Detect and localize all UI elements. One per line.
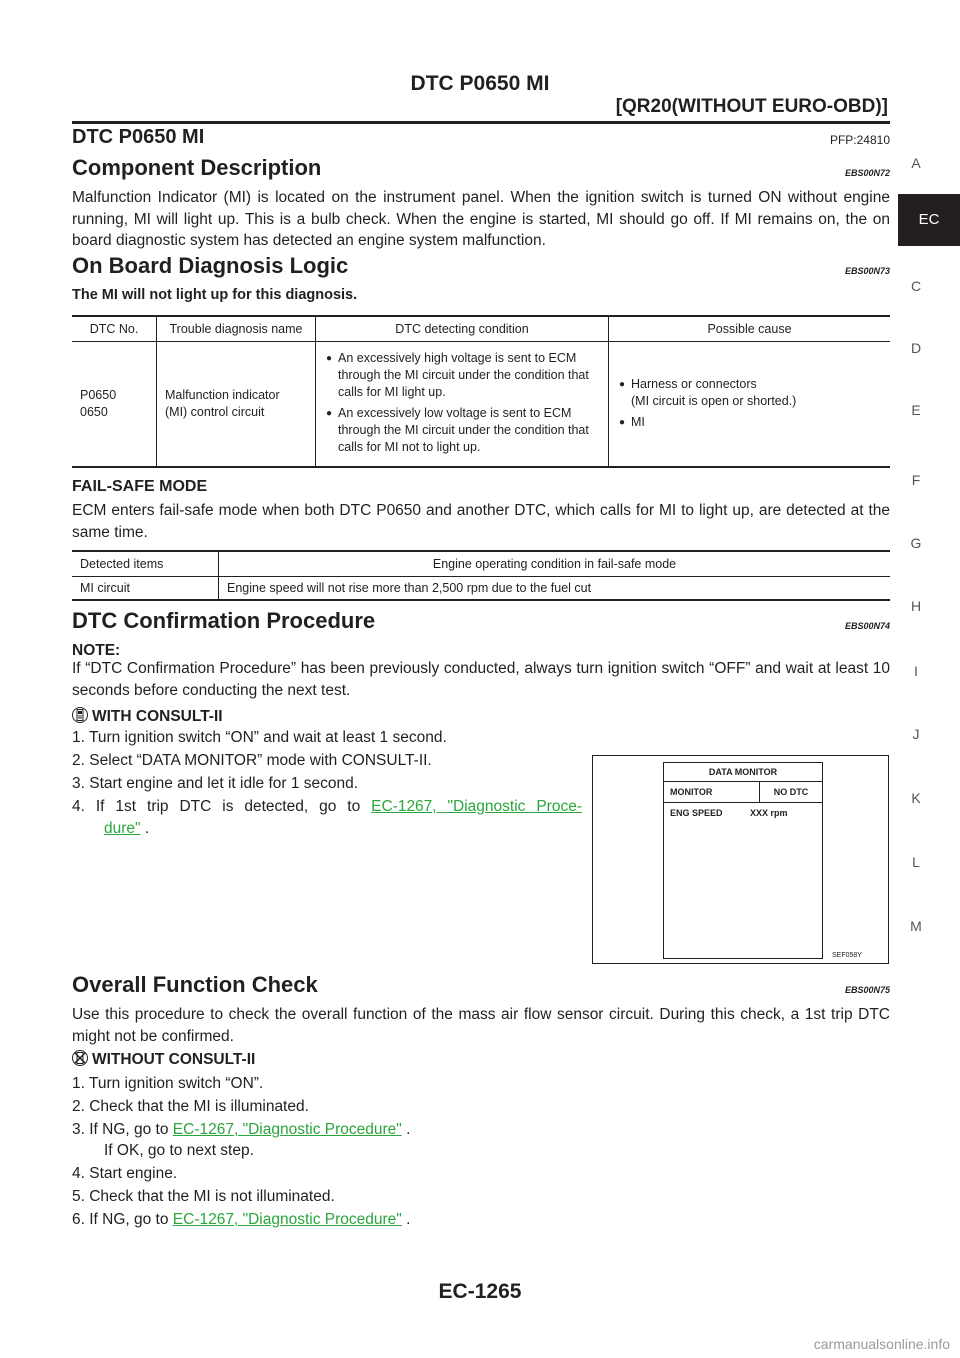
table-header: DTC detecting condition	[316, 316, 609, 342]
step-subtext: If OK, go to next step.	[104, 1142, 254, 1159]
table-row	[72, 342, 890, 468]
data-monitor-title: DATA MONITOR	[664, 763, 822, 782]
no-consult-icon	[72, 1049, 88, 1067]
detected-item-cell: MI circuit	[72, 577, 219, 601]
cause-text: (MI circuit is open or shorted.)	[631, 393, 797, 408]
operating-condition-cell: Engine speed will not rise more than 2,500 rpm due to the fuel cut	[219, 577, 891, 601]
consult-device-icon	[72, 706, 88, 724]
step-item: 3. Start engine and let it idle for 1 second.	[72, 775, 359, 792]
table-header: Detected items	[72, 551, 219, 577]
step-text: .	[401, 1121, 411, 1138]
section-title: DTC P0650 MI	[72, 126, 205, 148]
step-item	[72, 796, 582, 818]
step-item	[72, 1119, 410, 1141]
step-item: 1. Turn ignition switch “ON”.	[72, 1075, 264, 1092]
fail-safe-heading: FAIL-SAFE MODE	[72, 478, 208, 495]
table-header: Trouble diagnosis name	[157, 316, 316, 342]
dtc-confirmation-code: EBS00N74	[844, 621, 890, 631]
sidebar-item[interactable]: G	[910, 535, 922, 551]
sidebar-item[interactable]: J	[912, 726, 920, 742]
component-description-heading: Component Description	[72, 155, 322, 180]
possible-cause-cell	[609, 342, 891, 468]
obd-logic-code: EBS00N73	[844, 266, 890, 276]
step-item: 4. Start engine.	[72, 1165, 178, 1182]
data-monitor-header-row	[664, 782, 822, 803]
step-text: 4. If 1st trip DTC is detected, go to	[72, 798, 372, 815]
step-item: 2. Check that the MI is illuminated.	[72, 1098, 309, 1115]
component-description-text: Malfunction Indicator (MI) is located on the instrument panel. When the ignition switch is turned ON without engine running, MI will light up. This is a bulb check. When the engine is started, MI should go off. If MI remains on, the on board diagnostic system has detected an engine system malfunction.	[72, 189, 890, 249]
step-continuation	[104, 818, 149, 840]
overall-function-heading: Overall Function Check	[72, 972, 318, 997]
table-row	[72, 577, 890, 601]
with-consult-heading	[72, 706, 223, 728]
cause-text: Harness or connectors	[631, 376, 757, 391]
diagnostic-procedure-link[interactable]: EC-1267, "Diagnostic Proce-	[371, 798, 582, 815]
obd-logic-heading: On Board Diagnosis Logic	[72, 253, 349, 278]
overall-function-code: EBS00N75	[844, 985, 890, 995]
step-text: .	[401, 1211, 411, 1228]
data-monitor-row	[664, 803, 822, 823]
part-number: PFP:24810	[829, 133, 890, 147]
sidebar-item[interactable]: F	[911, 472, 921, 488]
sidebar-item[interactable]: A	[911, 155, 921, 171]
table-header: Possible cause	[609, 316, 891, 342]
data-monitor-screen	[663, 762, 823, 959]
note-label: NOTE:	[72, 642, 121, 659]
diagnostic-procedure-link[interactable]: EC-1267, "Diagnostic Procedure"	[172, 1121, 402, 1138]
dtc-number-cell	[72, 342, 157, 468]
diagnostic-procedure-link[interactable]: dure"	[104, 820, 141, 837]
cause-item: ● MI	[619, 414, 880, 431]
page-number: EC-1265	[438, 1280, 522, 1303]
sidebar-item[interactable]: C	[910, 278, 922, 294]
sidebar-item[interactable]: I	[914, 663, 918, 679]
cause-item	[619, 376, 880, 410]
diagnosis-name-cell	[157, 342, 316, 468]
eng-speed-value: XXX rpm	[750, 808, 788, 818]
page-header-title: DTC P0650 MI	[410, 72, 550, 95]
watermark: carmanualsonline.info	[813, 1336, 950, 1352]
fail-safe-text: ECM enters fail-safe mode when both DTC P0650 and another DTC, which calls for MI to light up, are detected at the same time.	[72, 502, 890, 541]
diagnosis-name-line: Malfunction indicator	[165, 388, 280, 402]
fail-safe-table	[72, 550, 890, 601]
sidebar-item[interactable]: H	[910, 598, 922, 614]
eng-speed-label: ENG SPEED	[670, 808, 723, 818]
table-header: DTC No.	[72, 316, 157, 342]
obd-logic-table	[72, 315, 890, 468]
step-item: 2. Select “DATA MONITOR” mode with CONSULT-II.	[72, 752, 432, 769]
detecting-condition-cell	[316, 342, 609, 468]
monitor-column-label: MONITOR	[664, 782, 760, 802]
step-item	[72, 1209, 410, 1231]
condition-item: ● An excessively low voltage is sent to ECM through the MI circuit under the condition that calls for MI not to light up.	[326, 405, 598, 456]
no-dtc-label: NO DTC	[773, 787, 809, 797]
dtc-number: P0650	[80, 388, 117, 402]
header-rule	[72, 121, 890, 124]
dtc-confirmation-heading: DTC Confirmation Procedure	[72, 608, 376, 633]
step-text: .	[140, 820, 150, 837]
overall-function-text: Use this procedure to check the overall function of the mass air flow sensor circuit. During this check, a 1st trip DTC might not be confirmed.	[72, 1006, 890, 1045]
without-consult-title: WITHOUT CONSULT-II	[92, 1051, 256, 1068]
sidebar-item[interactable]: K	[911, 790, 921, 806]
note-text: If “DTC Confirmation Procedure” has been previously conducted, always turn ignition switch “OFF” and wait at least 10 seconds before conducting the next test.	[72, 660, 890, 699]
table-header-row	[72, 316, 890, 342]
sidebar-item[interactable]: D	[910, 340, 922, 356]
component-description-code: EBS00N72	[844, 168, 890, 178]
diagnostic-procedure-link[interactable]: EC-1267, "Diagnostic Procedure"	[172, 1211, 402, 1228]
sidebar-tab-active[interactable]: EC	[898, 194, 960, 246]
obd-logic-note: The MI will not light up for this diagnosis.	[72, 287, 358, 303]
sidebar-item[interactable]: M	[910, 918, 922, 934]
step-text: 3. If NG, go to	[72, 1121, 173, 1138]
diagnosis-name-line: (MI) control circuit	[165, 405, 265, 419]
dtc-number-alt: 0650	[80, 405, 108, 419]
sidebar-item[interactable]: E	[911, 402, 921, 418]
figure-reference: SEF058Y	[832, 952, 862, 959]
table-header-row	[72, 551, 890, 577]
step-text: 6. If NG, go to	[72, 1211, 173, 1228]
step-item: 5. Check that the MI is not illuminated.	[72, 1188, 335, 1205]
with-consult-title: WITH CONSULT-II	[92, 708, 223, 725]
step-item: 1. Turn ignition switch “ON” and wait at least 1 second.	[72, 729, 447, 746]
condition-item: ● An excessively high voltage is sent to ECM through the MI circuit under the condition that calls for MI light up.	[326, 350, 598, 401]
without-consult-heading	[72, 1049, 255, 1071]
table-header: Engine operating condition in fail-safe mode	[219, 551, 891, 577]
page-header-subtitle: [QR20(WITHOUT EURO-OBD)]	[615, 96, 888, 117]
sidebar-item[interactable]: L	[912, 854, 920, 870]
